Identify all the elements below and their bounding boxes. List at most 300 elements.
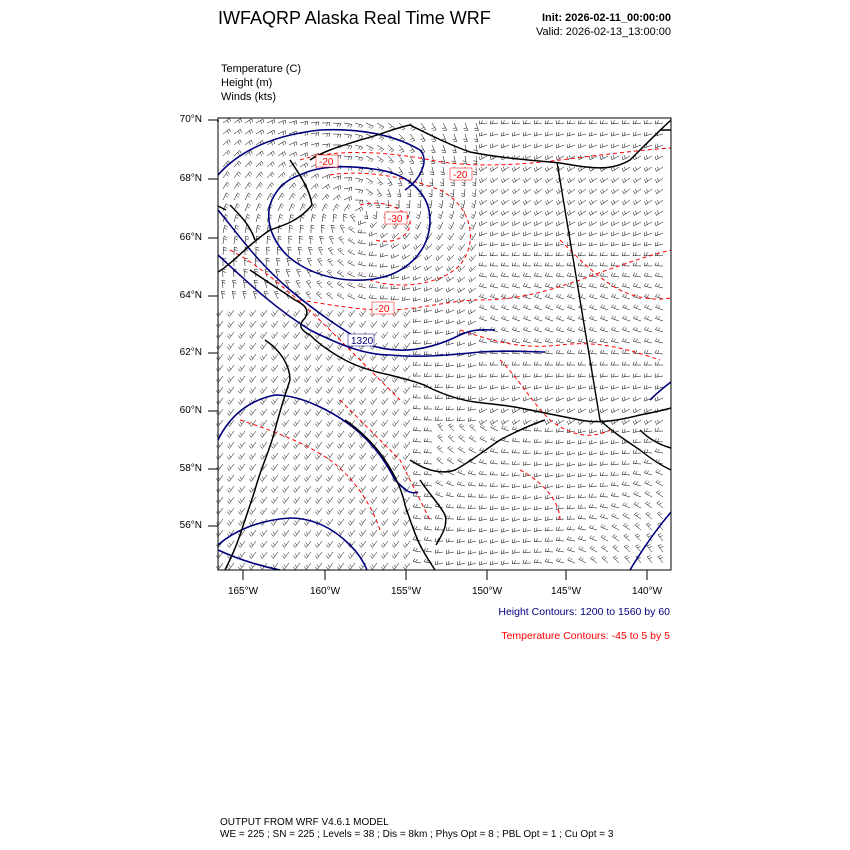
wind-barb — [271, 409, 278, 416]
wind-barb — [392, 464, 399, 471]
wind-barb — [344, 178, 352, 182]
wind-barb — [589, 462, 597, 466]
lat-label: 62°N — [179, 347, 202, 358]
wind-barb — [457, 385, 465, 389]
wind-barb — [556, 537, 564, 541]
wind-barb — [512, 263, 520, 267]
wind-barb — [474, 123, 478, 131]
wind-barb — [391, 296, 399, 300]
wind-barb — [329, 236, 334, 244]
wind-barb — [446, 527, 454, 531]
wind-barb — [315, 530, 322, 537]
wind-barb — [534, 132, 542, 136]
wind-barb — [326, 420, 333, 427]
wind-barb — [425, 255, 432, 260]
wind-barb — [326, 398, 333, 405]
wind-barb — [490, 539, 498, 543]
wind-barb — [216, 497, 223, 504]
wind-barb — [524, 178, 532, 183]
wind-barb — [380, 263, 388, 267]
wind-barb — [612, 534, 619, 541]
wind-barb — [216, 442, 223, 449]
wind-barb — [633, 211, 641, 216]
temperature-label: -30 — [388, 214, 403, 225]
wind-barb — [567, 167, 575, 172]
wind-barb — [635, 523, 641, 530]
wind-barb — [333, 176, 341, 180]
wind-barb — [567, 505, 575, 509]
wind-barb — [546, 189, 554, 194]
wind-barb — [512, 167, 520, 172]
wind-barb — [364, 211, 368, 219]
wind-barb — [271, 464, 278, 471]
wind-barb — [578, 526, 586, 530]
wind-barb — [322, 144, 330, 148]
wind-barb — [556, 132, 564, 136]
wind-barb — [512, 242, 520, 246]
wind-barb — [611, 451, 619, 455]
wind-barb — [344, 156, 352, 160]
wind-barb — [657, 501, 663, 508]
wind-barb — [513, 178, 521, 183]
wind-barb — [227, 354, 234, 361]
wind-barb — [600, 316, 608, 321]
wind-barb — [501, 550, 509, 554]
wind-barb — [556, 327, 564, 332]
wind-barb — [348, 563, 355, 570]
lat-label: 66°N — [179, 232, 202, 243]
wind-barb — [388, 123, 394, 130]
wind-barb — [512, 450, 520, 454]
wind-barb — [633, 439, 641, 443]
wind-barb — [512, 397, 520, 402]
wind-barb — [468, 561, 476, 565]
wind-barb — [227, 332, 234, 339]
wind-barb — [435, 384, 443, 388]
wind-barb — [338, 248, 344, 255]
wind-barb — [267, 247, 271, 255]
wind-barb — [238, 431, 245, 438]
wind-barb — [358, 272, 366, 277]
wind-barb — [216, 486, 223, 493]
wind-barb — [479, 385, 487, 389]
wind-barb — [338, 259, 344, 266]
wind-barb — [238, 354, 245, 361]
wind-barb — [474, 145, 478, 153]
wind-barb — [633, 294, 641, 299]
wind-barb — [480, 436, 487, 442]
wind-barb — [344, 134, 352, 138]
wind-barb — [611, 294, 619, 299]
coastline-layer — [218, 120, 671, 570]
wind-barb — [300, 153, 308, 158]
wind-barb — [348, 365, 355, 372]
wind-barb — [535, 178, 543, 183]
wind-barb — [267, 236, 271, 244]
wind-barb — [320, 236, 324, 244]
wind-barb — [545, 132, 553, 136]
wind-barb — [249, 508, 256, 515]
wind-barb — [545, 527, 553, 531]
wind-barb — [490, 517, 498, 521]
wind-barb — [304, 376, 311, 383]
wind-barb — [370, 552, 377, 559]
wind-barb — [534, 373, 542, 377]
wind-barb — [633, 385, 641, 389]
wind-barb — [468, 396, 476, 400]
field-temperature-label: Temperature (C) — [221, 63, 302, 75]
wind-barb — [424, 482, 432, 486]
wind-barb — [568, 178, 576, 183]
wind-barb — [297, 269, 302, 277]
wind-barb — [479, 338, 487, 343]
wind-barb — [293, 376, 300, 383]
wind-barb — [238, 398, 245, 405]
wind-barb — [223, 247, 227, 255]
wind-barb — [414, 244, 421, 250]
wind-barb — [370, 486, 377, 493]
wind-barb — [413, 340, 421, 344]
wind-barb — [589, 221, 597, 226]
wind-barb — [322, 184, 330, 189]
wind-barb — [600, 232, 608, 237]
wind-barb — [523, 517, 531, 521]
wind-barb — [490, 294, 498, 299]
wind-barb — [282, 552, 289, 559]
wind-barb — [556, 338, 564, 343]
wind-barb — [358, 283, 366, 288]
wind-barb — [501, 232, 509, 237]
wind-barb — [545, 350, 553, 354]
wind-barb — [633, 460, 641, 464]
wind-barb — [556, 558, 564, 563]
wind-barb — [501, 211, 509, 216]
wind-barb — [567, 144, 575, 148]
wind-barb — [512, 252, 520, 256]
wind-barb — [392, 431, 399, 438]
wind-barb — [282, 475, 289, 482]
wind-barb — [381, 519, 388, 526]
wind-barb — [260, 508, 267, 515]
wind-barb — [359, 530, 366, 537]
wind-barb — [578, 373, 586, 377]
wind-barb — [459, 424, 465, 431]
wind-barb — [479, 294, 487, 299]
wind-barb — [249, 431, 256, 438]
wind-barb — [622, 461, 630, 465]
wind-barb — [600, 514, 608, 519]
wind-barb — [459, 222, 465, 229]
wind-barb — [244, 269, 248, 277]
wind-barb — [524, 200, 532, 205]
wind-barb — [545, 385, 553, 389]
wind-barb — [355, 145, 363, 150]
wind-barb — [333, 195, 340, 200]
wind-barb — [238, 541, 245, 548]
wind-barb — [402, 254, 410, 259]
wind-barb — [622, 252, 630, 256]
wind-barb — [234, 129, 242, 134]
wind-barb — [633, 316, 641, 321]
wind-barb — [469, 436, 476, 442]
wind-barb — [377, 178, 383, 185]
wind-barb — [612, 189, 620, 194]
wind-barb — [271, 321, 278, 328]
wind-barb — [589, 473, 597, 477]
wind-barb — [424, 460, 432, 464]
wind-barb — [304, 453, 311, 460]
wind-barb — [424, 276, 432, 281]
wind-barb — [523, 539, 531, 543]
wind-barb — [227, 409, 234, 416]
wind-barb — [479, 561, 487, 565]
wind-barb — [344, 123, 352, 128]
wind-barb — [545, 439, 553, 443]
wind-barb — [293, 486, 300, 493]
wind-barb — [523, 506, 531, 510]
wind-barb — [469, 299, 477, 304]
wind-barb — [216, 453, 223, 460]
wind-barb — [568, 189, 576, 194]
wind-barb — [523, 495, 531, 499]
wind-barb — [358, 220, 366, 224]
wind-barb — [479, 494, 487, 498]
wind-barb — [545, 397, 553, 402]
wind-barb — [534, 549, 542, 553]
wind-barb — [222, 269, 226, 277]
wind-barb — [288, 247, 292, 255]
wind-barb — [613, 556, 619, 563]
wind-barb — [381, 508, 388, 515]
wind-barb — [348, 431, 355, 438]
wind-barb — [633, 132, 641, 136]
wind-barb — [344, 204, 351, 211]
wind-barb — [523, 461, 531, 465]
coastline — [218, 160, 312, 272]
wind-barb — [348, 354, 355, 361]
wind-barb — [322, 175, 330, 180]
wind-barb — [424, 471, 432, 475]
wind-barb — [611, 232, 619, 237]
wind-barb — [435, 362, 443, 366]
wind-barb — [534, 294, 542, 299]
wind-barb — [446, 406, 454, 410]
wind-barb — [579, 557, 586, 563]
wind-barb — [413, 449, 421, 453]
wind-barb — [589, 294, 597, 299]
wind-barb — [216, 420, 223, 427]
wind-barb — [326, 365, 333, 372]
wind-barb — [385, 200, 389, 208]
wind-barb — [600, 294, 608, 299]
wind-barb — [337, 519, 344, 526]
wind-barb — [387, 189, 392, 197]
wind-barb — [391, 264, 399, 268]
wind-barb — [501, 495, 509, 499]
wind-barb — [311, 122, 319, 126]
wind-barb — [446, 492, 454, 497]
wind-barb — [403, 244, 410, 249]
alaska-canada-border — [557, 162, 671, 470]
wind-barb — [578, 385, 586, 389]
wind-barb — [348, 497, 355, 504]
wind-barb — [348, 238, 355, 244]
wind-barb — [238, 376, 245, 383]
wind-barb — [502, 189, 510, 194]
wind-barb — [448, 435, 454, 442]
wind-barb — [634, 189, 642, 194]
wind-barb — [348, 293, 355, 299]
wind-barb — [419, 178, 423, 186]
wind-barb — [260, 376, 267, 383]
wind-barb — [490, 506, 498, 510]
lon-label: 145°W — [550, 586, 582, 597]
wind-barb — [556, 440, 564, 444]
wind-barb — [447, 277, 455, 282]
temperature-contour — [500, 360, 610, 435]
wind-barb — [490, 232, 498, 237]
wind-barb — [523, 338, 531, 343]
wind-barb — [430, 167, 434, 175]
wind-barb — [403, 409, 410, 416]
wind-barb — [655, 449, 663, 453]
wind-barb — [293, 409, 300, 416]
wind-barb — [359, 310, 366, 317]
wind-barb — [348, 376, 355, 383]
wind-barb — [534, 120, 542, 124]
wind-barb — [545, 473, 553, 477]
wind-barb — [369, 295, 377, 299]
wind-barb — [611, 120, 619, 124]
wind-barb — [623, 420, 631, 425]
wind-barb — [534, 397, 542, 402]
wind-barb — [300, 163, 308, 168]
wind-barb — [348, 310, 355, 317]
wind-barb — [534, 559, 542, 563]
wind-barb — [413, 319, 421, 323]
wind-barb — [304, 563, 311, 570]
wind-barb — [337, 332, 344, 339]
wind-barb — [337, 497, 344, 504]
wind-barb — [238, 365, 245, 372]
wind-barb — [479, 471, 487, 475]
wind-barb — [282, 541, 289, 548]
wind-barb — [479, 211, 487, 216]
wind-barb — [267, 120, 275, 125]
wind-barb — [578, 273, 586, 277]
wind-barb — [523, 167, 531, 172]
wind-barb — [567, 294, 575, 299]
wind-barb — [644, 449, 652, 453]
wind-barb — [468, 309, 476, 314]
wind-barb — [578, 252, 586, 256]
lon-label: 165°W — [227, 586, 259, 597]
wind-barb — [359, 464, 366, 471]
wind-barb — [457, 417, 465, 421]
wind-barb — [366, 156, 373, 162]
wind-barb — [501, 273, 509, 277]
temperature-contour — [300, 148, 671, 165]
wind-barb — [446, 417, 454, 421]
wind-barb — [436, 266, 443, 271]
wind-barb — [227, 398, 234, 405]
wind-barb — [234, 140, 241, 145]
wind-barb — [512, 132, 520, 136]
wind-barb — [403, 442, 410, 449]
wind-barb — [501, 449, 509, 453]
wind-barb — [556, 362, 564, 365]
wind-barb — [611, 503, 619, 508]
wind-barb — [227, 365, 234, 372]
wind-barb — [322, 194, 329, 200]
wind-barb — [458, 255, 465, 261]
wind-barb — [655, 273, 663, 277]
wind-barb — [523, 528, 531, 532]
wind-barb — [633, 283, 641, 288]
wind-barb — [446, 288, 454, 293]
wind-barb — [223, 140, 230, 145]
wind-barb — [435, 298, 443, 303]
wind-barb — [348, 249, 355, 255]
wind-barb — [589, 327, 597, 332]
wind-barb — [589, 144, 597, 148]
wind-barb — [657, 512, 663, 519]
wind-barb — [490, 283, 498, 288]
wind-barb — [622, 155, 630, 160]
wind-barb — [417, 200, 421, 208]
wind-barb — [447, 244, 454, 250]
wind-barb — [479, 144, 487, 148]
wind-barb — [413, 548, 421, 552]
wind-barb — [413, 515, 421, 519]
wind-barb — [469, 266, 476, 272]
wind-barb — [502, 305, 510, 310]
wind-barb — [328, 248, 333, 256]
wind-barb — [468, 550, 476, 554]
wind-barb — [348, 530, 355, 537]
wind-barb — [635, 534, 641, 541]
wind-barb — [278, 162, 285, 167]
wind-barb — [589, 242, 597, 246]
wind-barb — [633, 167, 641, 172]
wind-barb — [245, 182, 252, 189]
wind-barb — [234, 182, 240, 189]
wind-barb — [245, 214, 250, 222]
wind-barb — [611, 132, 619, 136]
wind-barb — [306, 281, 311, 289]
wind-barb — [282, 343, 289, 350]
wind-barb — [545, 144, 553, 148]
wind-barb — [326, 508, 333, 515]
wind-barb — [480, 305, 488, 310]
wind-barb — [366, 189, 373, 196]
wind-barb — [344, 145, 352, 149]
wind-barb — [216, 310, 223, 317]
wind-barb — [430, 156, 434, 164]
wind-barb — [249, 453, 256, 460]
wind-barb — [271, 541, 278, 548]
wind-barb — [216, 519, 223, 526]
wind-barb — [568, 305, 576, 310]
wind-barb — [311, 214, 316, 222]
wind-barb — [644, 362, 652, 365]
wind-barb — [377, 123, 384, 129]
wind-barb — [490, 132, 498, 136]
wind-barb — [446, 504, 454, 508]
wind-barb — [221, 291, 225, 299]
wind-barb — [249, 442, 256, 449]
wind-barb — [216, 376, 223, 383]
